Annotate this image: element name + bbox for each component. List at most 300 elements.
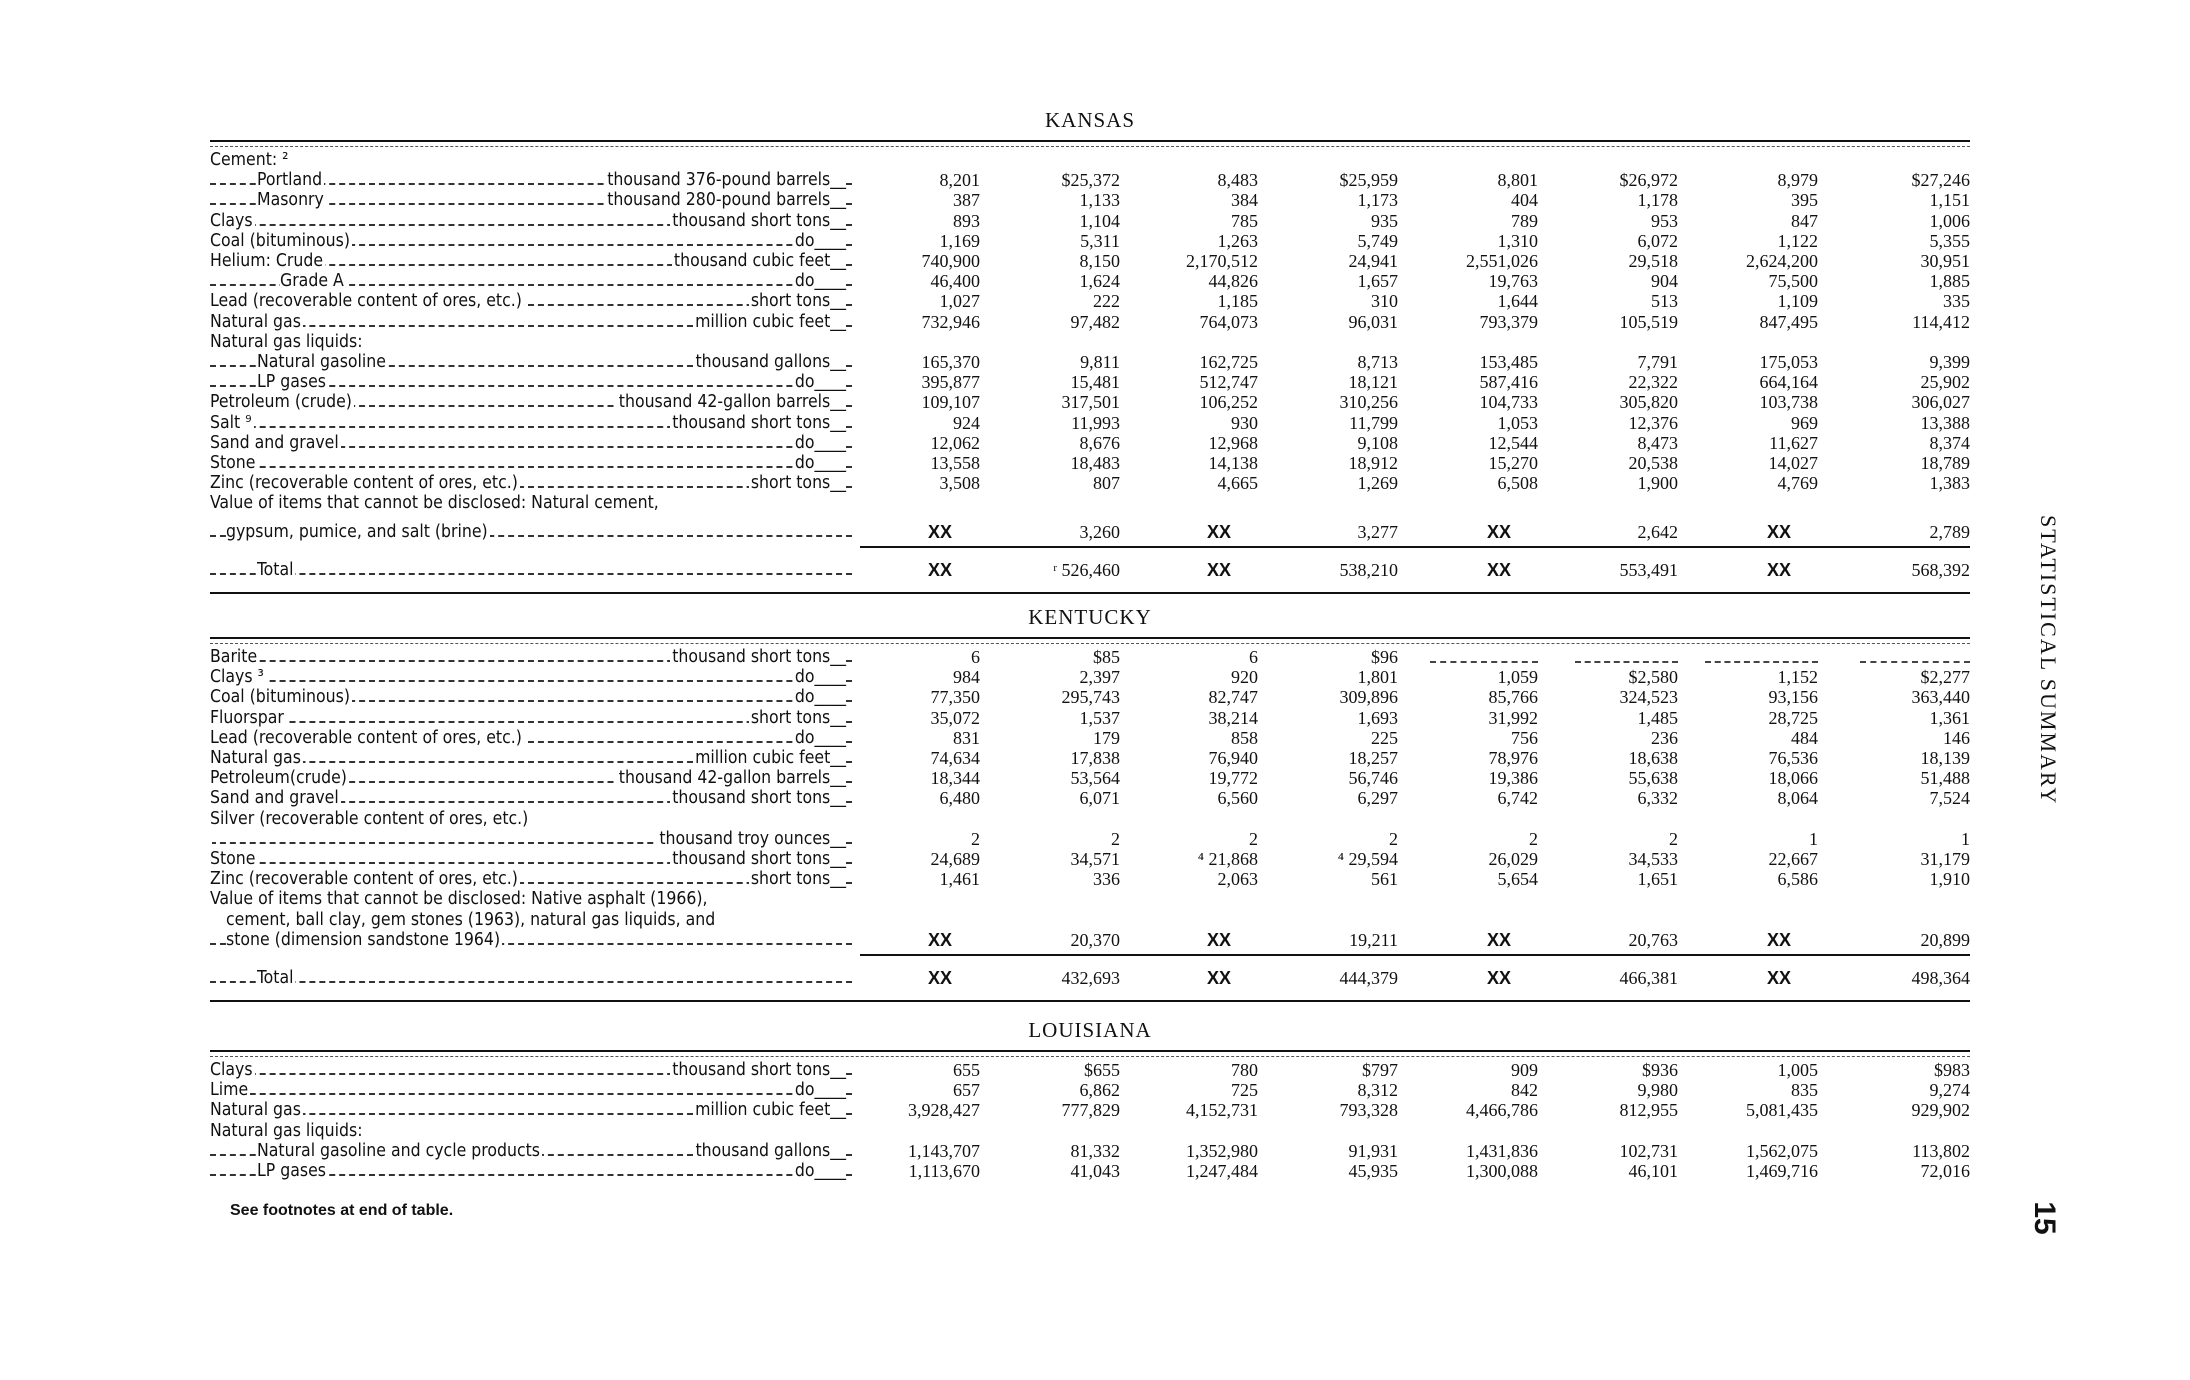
value-cell: 538,210 <box>1339 559 1398 580</box>
value-cell: 8,483 <box>1217 170 1258 191</box>
value-cell: 444,379 <box>1339 968 1398 988</box>
value-cell: 9,399 <box>1929 352 1970 372</box>
table-row <box>0 453 2190 473</box>
value-cell: XX <box>927 521 952 542</box>
value-cell: $26,972 <box>1619 170 1678 191</box>
row-label <box>210 372 860 392</box>
table-row <box>0 1141 2190 1161</box>
table-row <box>0 473 2190 493</box>
table-row <box>0 829 2190 849</box>
value-cell: $2,277 <box>1920 667 1970 688</box>
value-cell: 587,416 <box>1479 372 1538 393</box>
row-label-text: Salt ⁹ <box>210 412 252 433</box>
value-cell: 8,150 <box>1079 251 1120 271</box>
value-cell: 387 <box>953 190 980 211</box>
value-cell: 1,300,088 <box>1466 1161 1538 1181</box>
section-title: LOUISIANA <box>1028 1018 1152 1042</box>
value-cell: 12,544 <box>1488 432 1538 453</box>
value-cell: 72,016 <box>1920 1161 1970 1181</box>
value-cell: 5,081,435 <box>1746 1100 1818 1121</box>
section-head-rule <box>210 1056 1970 1057</box>
table-row <box>0 708 2190 728</box>
value-cell: 395,877 <box>921 372 980 393</box>
table-row <box>0 150 2190 170</box>
row-label-text: Petroleum(crude) <box>210 768 347 789</box>
row-label-text: Masonry <box>257 190 324 211</box>
value-cell: 1,469,716 <box>1746 1161 1818 1181</box>
value-cell: 13,558 <box>930 453 980 473</box>
value-cell: $936 <box>1642 1060 1678 1080</box>
value-cell: 91,931 <box>1348 1140 1398 1161</box>
value-cell: 2 <box>1111 828 1120 849</box>
row-unit: do____ <box>794 687 846 708</box>
value-cell: 807 <box>1093 473 1120 494</box>
table-row <box>0 788 2190 808</box>
value-cell: 1,885 <box>1929 271 1970 292</box>
table-row <box>0 647 2190 667</box>
value-cell: 41,043 <box>1070 1161 1120 1181</box>
value-cell: ʳ 526,460 <box>1053 559 1120 580</box>
value-cell: 1,693 <box>1357 707 1398 728</box>
value-cell: 1,173 <box>1357 190 1398 211</box>
row-unit: do____ <box>794 271 846 292</box>
row-label-text: Natural gas liquids: <box>210 1120 363 1141</box>
value-cell: 6 <box>1249 647 1258 667</box>
value-cell: 793,328 <box>1339 1100 1398 1121</box>
value-cell: 8,713 <box>1357 352 1398 372</box>
value-cell: 6,586 <box>1777 869 1818 890</box>
table-row <box>0 809 2190 829</box>
value-cell: 28,725 <box>1768 707 1818 728</box>
table-row <box>0 1060 2190 1080</box>
value-cell: 1,151 <box>1929 190 1970 211</box>
row-label <box>210 150 860 170</box>
value-cell <box>1430 647 1538 663</box>
value-cell: 8,473 <box>1637 432 1678 453</box>
value-cell: $797 <box>1362 1060 1398 1080</box>
value-cell: 56,746 <box>1348 768 1398 789</box>
value-cell: 31,992 <box>1488 707 1538 728</box>
row-label-text <box>210 829 212 849</box>
value-cell: 1,310 <box>1497 230 1538 251</box>
table-row <box>0 352 2190 372</box>
row-label-text: Stone <box>210 849 256 869</box>
table-row <box>0 251 2190 271</box>
row-label-text: Value of items that cannot be disclosed: Natural cement, <box>210 493 659 514</box>
row-unit: thousand troy ounces__ <box>659 828 846 849</box>
value-cell: 8,676 <box>1079 432 1120 453</box>
table-row <box>0 433 2190 453</box>
value-cell: 7,791 <box>1637 352 1678 372</box>
row-unit: do____ <box>794 432 846 453</box>
value-cell: 512,747 <box>1199 372 1258 393</box>
row-label <box>210 190 860 210</box>
value-cell: 1,485 <box>1637 707 1678 728</box>
value-cell: 1,263 <box>1217 230 1258 251</box>
value-cell: 953 <box>1651 210 1678 231</box>
value-cell: 1,247,484 <box>1186 1161 1258 1181</box>
value-cell: XX <box>1206 929 1231 950</box>
row-unit: million cubic feet__ <box>695 311 846 332</box>
value-cell: 225 <box>1371 727 1398 748</box>
table-row <box>0 372 2190 392</box>
value-cell: 20,370 <box>1070 929 1120 950</box>
value-cell: 26,029 <box>1488 849 1538 869</box>
value-cell: $25,372 <box>1061 170 1120 191</box>
total-rule <box>860 954 1970 956</box>
value-cell: 35,072 <box>930 707 980 728</box>
table-row <box>0 522 2190 542</box>
value-cell: 96,031 <box>1348 311 1398 332</box>
value-cell: 5,749 <box>1357 230 1398 251</box>
table-row <box>0 910 2190 930</box>
value-cell: XX <box>1486 521 1511 542</box>
table-row <box>0 768 2190 788</box>
value-cell: 15,481 <box>1070 372 1120 393</box>
row-unit: thousand cubic feet__ <box>673 251 846 271</box>
value-cell: 93,156 <box>1768 687 1818 708</box>
table-row <box>0 231 2190 251</box>
row-unit: thousand short tons__ <box>672 647 846 667</box>
value-cell: 19,763 <box>1488 271 1538 292</box>
value-cell: 1,113,670 <box>908 1161 980 1181</box>
value-cell: 6,332 <box>1637 788 1678 809</box>
value-cell: 8,201 <box>939 170 980 191</box>
row-label-text: cement, ball clay, gem stones (1963), natural gas liquids, and <box>226 909 716 930</box>
row-label-text: Total <box>257 968 294 988</box>
value-cell: XX <box>1206 968 1231 988</box>
value-cell: 3,928,427 <box>908 1100 980 1121</box>
value-cell: 17,838 <box>1070 748 1120 768</box>
value-cell: 29,518 <box>1628 251 1678 271</box>
value-cell: 3,260 <box>1079 521 1120 542</box>
row-unit: thousand 280-pound barrels__ <box>607 190 846 211</box>
section-head-rule <box>210 643 1970 644</box>
table-row <box>0 930 2190 950</box>
value-cell: 82,747 <box>1208 687 1258 708</box>
value-cell: $2,580 <box>1628 667 1678 688</box>
value-cell: XX <box>1206 559 1231 580</box>
row-label <box>210 312 860 332</box>
value-cell: 12,376 <box>1628 412 1678 433</box>
value-cell: 114,412 <box>1912 311 1970 332</box>
table-row <box>0 291 2190 311</box>
value-cell: 969 <box>1791 412 1818 433</box>
section-top-rule <box>210 140 1970 142</box>
value-cell: 8,801 <box>1497 170 1538 191</box>
value-cell: 162,725 <box>1199 352 1258 372</box>
value-cell: 1,178 <box>1637 190 1678 211</box>
row-label-text: Lead (recoverable content of ores, etc.) <box>210 291 522 312</box>
value-cell <box>1860 647 1970 663</box>
value-cell: 106,252 <box>1199 392 1258 413</box>
table-row <box>0 849 2190 869</box>
value-cell: 306,027 <box>1911 392 1970 413</box>
row-label-text: Clays ³ <box>210 667 264 688</box>
value-cell: 77,350 <box>930 687 980 708</box>
value-cell: 76,536 <box>1768 748 1818 768</box>
table-row <box>0 493 2190 513</box>
value-cell: 785 <box>1231 210 1258 231</box>
section-title: KANSAS <box>1044 108 1136 132</box>
row-label-text: Lime <box>210 1080 249 1101</box>
value-cell: $27,246 <box>1911 170 1970 191</box>
value-cell: 1,461 <box>939 869 980 890</box>
value-cell: 4,665 <box>1217 473 1258 494</box>
value-cell: 20,899 <box>1920 929 1970 950</box>
value-cell: 384 <box>1231 190 1258 211</box>
row-unit: thousand short tons__ <box>672 412 846 433</box>
value-cell: 904 <box>1651 271 1678 292</box>
row-label-text: Grade A <box>280 271 344 292</box>
value-cell: 764,073 <box>1199 311 1258 332</box>
value-cell: XX <box>1766 968 1791 988</box>
value-cell: 6,508 <box>1497 473 1538 494</box>
row-label <box>210 1161 860 1181</box>
row-unit: do____ <box>794 372 846 393</box>
value-cell: 105,519 <box>1619 311 1678 332</box>
value-cell: 6,862 <box>1079 1080 1120 1101</box>
row-label <box>210 453 860 473</box>
value-cell: 935 <box>1371 210 1398 231</box>
value-cell: 842 <box>1511 1080 1538 1101</box>
value-cell: 984 <box>953 667 980 688</box>
value-cell: 432,693 <box>1061 968 1120 988</box>
row-label <box>210 473 860 493</box>
value-cell: 2 <box>1249 828 1258 849</box>
row-label-text: Lead (recoverable content of ores, etc.) <box>210 727 522 748</box>
row-label <box>210 687 860 707</box>
table-row <box>0 1161 2190 1181</box>
table-row <box>0 190 2190 210</box>
row-label <box>210 788 860 808</box>
row-label <box>210 1080 860 1100</box>
table-row <box>0 312 2190 332</box>
row-unit: million cubic feet__ <box>695 748 846 768</box>
value-cell: 309,896 <box>1339 687 1398 708</box>
row-unit: thousand 42-gallon barrels__ <box>618 392 846 413</box>
value-cell: 780 <box>1231 1060 1258 1080</box>
row-unit: do____ <box>794 667 846 688</box>
value-cell: 1,910 <box>1929 869 1970 890</box>
value-cell: 18,638 <box>1628 748 1678 768</box>
total-row <box>0 560 2190 580</box>
value-cell: 46,101 <box>1628 1161 1678 1181</box>
value-cell: 831 <box>953 727 980 748</box>
value-cell: 725 <box>1231 1080 1258 1101</box>
value-cell: 1,562,075 <box>1746 1140 1818 1161</box>
value-cell: 513 <box>1651 291 1678 312</box>
value-cell: XX <box>1486 559 1511 580</box>
row-label <box>210 493 860 513</box>
row-label-text: Helium: Crude <box>210 251 324 271</box>
row-label-text: Fluorspar <box>210 707 284 728</box>
value-cell: 3,508 <box>939 473 980 494</box>
total-rule <box>860 546 1970 548</box>
value-cell: 664,164 <box>1759 372 1818 393</box>
value-cell: 1,801 <box>1357 667 1398 688</box>
value-cell: 1,104 <box>1079 210 1120 231</box>
table-row <box>0 748 2190 768</box>
value-cell: 1,651 <box>1637 869 1678 890</box>
value-cell: 740,900 <box>921 251 980 271</box>
value-cell: 81,332 <box>1070 1140 1120 1161</box>
row-label-text: Portland <box>257 170 323 191</box>
value-cell: 18,912 <box>1348 453 1398 473</box>
value-cell: 4,769 <box>1777 473 1818 494</box>
row-label <box>210 910 860 930</box>
value-cell: 1,537 <box>1079 707 1120 728</box>
section-bottom-rule <box>210 592 1970 594</box>
value-cell: 103,738 <box>1759 392 1818 413</box>
value-cell: $25,959 <box>1339 170 1398 191</box>
value-cell: 2,397 <box>1079 667 1120 688</box>
value-cell: 1,269 <box>1357 473 1398 494</box>
table-row <box>0 687 2190 707</box>
value-cell: 924 <box>953 412 980 433</box>
value-cell: 1,005 <box>1777 1060 1818 1080</box>
row-label <box>210 667 860 687</box>
value-cell: ⁴ 21,868 <box>1197 849 1258 869</box>
row-label-text: stone (dimension sandstone 1964) <box>226 929 501 950</box>
value-cell: 317,501 <box>1061 392 1120 413</box>
value-cell: 1,122 <box>1777 230 1818 251</box>
row-label-text: Natural gas <box>210 748 301 768</box>
row-label <box>210 352 860 372</box>
row-label-text: gypsum, pumice, and salt (brine) <box>226 521 488 542</box>
value-cell: 165,370 <box>921 352 980 372</box>
value-cell: 222 <box>1093 291 1120 312</box>
row-label-text: Sand and gravel <box>210 432 339 453</box>
row-label-text: Natural gas liquids: <box>210 331 363 352</box>
value-cell: XX <box>1766 521 1791 542</box>
row-label-text: Coal (bituminous) <box>210 687 350 708</box>
value-cell: 38,214 <box>1208 707 1258 728</box>
table-row <box>0 392 2190 412</box>
value-cell: 310,256 <box>1339 392 1398 413</box>
table-row <box>0 332 2190 352</box>
value-cell: 310 <box>1371 291 1398 312</box>
row-label <box>210 889 860 909</box>
row-label <box>210 170 860 190</box>
row-label <box>210 251 860 271</box>
row-unit: do____ <box>794 1080 846 1101</box>
row-unit: thousand 42-gallon barrels__ <box>618 768 846 789</box>
value-cell: 8,312 <box>1357 1080 1398 1101</box>
row-label-text: Natural gas <box>210 311 301 332</box>
value-cell: 18,139 <box>1920 748 1970 768</box>
table-row <box>0 889 2190 909</box>
value-cell: 858 <box>1231 727 1258 748</box>
row-label <box>210 930 860 950</box>
value-cell: 5,311 <box>1080 230 1120 251</box>
value-cell: 78,976 <box>1488 748 1538 768</box>
value-cell: 11,799 <box>1349 412 1398 433</box>
table-row <box>0 170 2190 190</box>
value-cell: 19,211 <box>1349 929 1398 950</box>
value-cell: 335 <box>1943 291 1970 312</box>
value-cell: 85,766 <box>1488 687 1538 708</box>
value-cell: 1,169 <box>939 230 980 251</box>
row-label <box>210 809 860 829</box>
value-cell: XX <box>927 929 952 950</box>
value-cell: 175,053 <box>1759 352 1818 372</box>
value-cell: 19,772 <box>1208 768 1258 789</box>
page-number: 15 <box>2028 1201 2061 1235</box>
value-cell: $96 <box>1371 647 1398 667</box>
row-label <box>210 211 860 231</box>
table-row <box>0 1121 2190 1141</box>
value-cell: 1,352,980 <box>1186 1140 1258 1161</box>
value-cell: 19,386 <box>1488 768 1538 789</box>
value-cell: 6,297 <box>1357 788 1398 809</box>
value-cell: 1,133 <box>1079 190 1120 211</box>
row-label <box>210 522 860 542</box>
row-unit: do____ <box>794 453 846 473</box>
row-unit: thousand short tons__ <box>672 849 846 869</box>
value-cell: 22,322 <box>1628 372 1678 393</box>
row-unit: do____ <box>794 1161 846 1181</box>
section-top-rule <box>210 637 1970 639</box>
leader-dots <box>210 466 852 468</box>
value-cell: 18,066 <box>1768 768 1818 789</box>
value-cell: 324,523 <box>1619 687 1678 708</box>
value-cell: 75,500 <box>1768 271 1818 292</box>
value-cell: 336 <box>1093 869 1120 890</box>
row-label <box>210 647 860 667</box>
value-cell: 1,152 <box>1777 667 1818 688</box>
row-label-text: Natural gas <box>210 1100 301 1121</box>
row-label <box>210 413 860 433</box>
value-cell: 13,388 <box>1920 412 1970 433</box>
value-cell: 2,642 <box>1637 521 1678 542</box>
value-cell: 2,624,200 <box>1746 251 1818 271</box>
row-label-text: Silver (recoverable content of ores, etc.) <box>210 808 529 829</box>
value-cell: 15,270 <box>1488 453 1538 473</box>
value-cell: 24,689 <box>930 849 980 869</box>
value-cell: 34,533 <box>1628 849 1678 869</box>
value-cell: 568,392 <box>1911 559 1970 580</box>
value-cell: 2 <box>1669 828 1678 849</box>
row-label-text: Barite <box>210 647 258 667</box>
row-label <box>210 560 860 580</box>
value-cell: 295,743 <box>1061 687 1120 708</box>
value-cell: 14,138 <box>1208 453 1258 473</box>
row-label-text: Cement: ² <box>210 150 289 170</box>
table-row <box>0 728 2190 748</box>
value-cell: 25,902 <box>1920 372 1970 393</box>
value-cell: 561 <box>1371 869 1398 890</box>
row-label <box>210 291 860 311</box>
value-cell: 236 <box>1651 727 1678 748</box>
row-label <box>210 332 860 352</box>
row-label <box>210 869 860 889</box>
value-cell: 31,179 <box>1920 849 1970 869</box>
row-label <box>210 1121 860 1141</box>
value-cell: 20,538 <box>1628 453 1678 473</box>
leader-dots <box>210 1093 852 1095</box>
footnote-note: See footnotes at end of table. <box>230 1202 454 1219</box>
value-cell: 109,107 <box>921 392 980 413</box>
row-label-text: Clays <box>210 1060 253 1080</box>
value-cell: 6,071 <box>1079 788 1120 809</box>
value-cell: 18,789 <box>1920 453 1970 473</box>
value-cell: 18,121 <box>1348 372 1398 393</box>
value-cell: 34,571 <box>1070 849 1120 869</box>
value-cell: 909 <box>1511 1060 1538 1080</box>
row-label-text: Zinc (recoverable content of ores, etc.) <box>210 473 518 494</box>
row-label-text: LP gases <box>257 1161 327 1181</box>
